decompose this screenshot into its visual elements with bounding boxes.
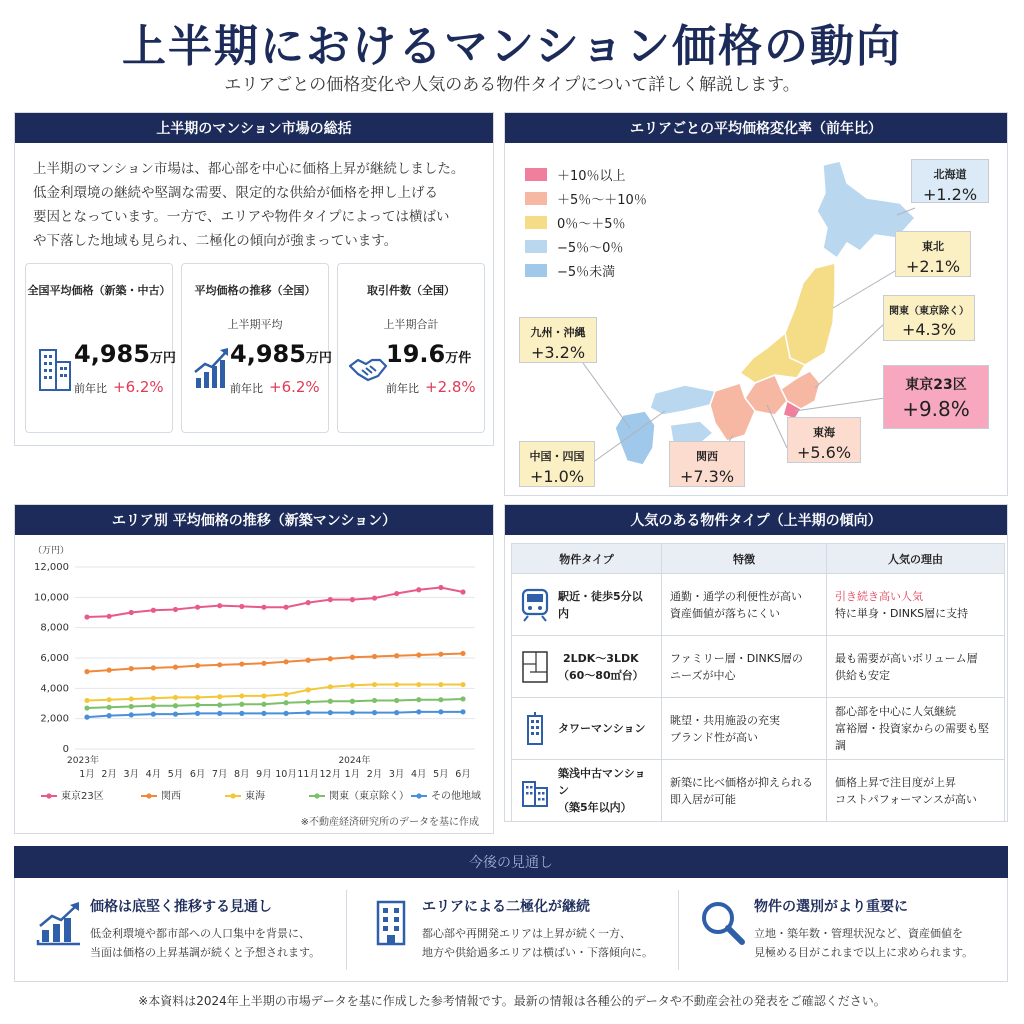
map-region-chugoku: [650, 385, 715, 415]
x-tick-label: 3月: [123, 769, 140, 780]
map-region-tohoku: [785, 263, 835, 365]
data-point: [350, 683, 355, 688]
data-point: [84, 669, 89, 674]
x-tick-label: 9月: [256, 769, 272, 780]
data-point: [239, 702, 244, 707]
data-point: [438, 652, 443, 657]
data-point: [129, 696, 134, 701]
outlook-item-price: 価格は底堅く推移する見通し 低金利環境や都市部への人口集中を背景に、 当面は価格の上昇基調が続くと予想されます。: [20, 886, 350, 982]
outlook-heading-bar: [14, 846, 1008, 878]
table-row: 築浅中古マンション （築5年以内） 新築に比べ価格が抑えられる 即入居が可能 価格上昇で注目度が上昇 コストパフォーマンスが高い: [512, 760, 1005, 822]
data-point: [372, 698, 377, 703]
kpi-value: 4,985万円: [230, 340, 332, 368]
x-tick-label: 1月: [344, 769, 361, 780]
data-point: [151, 703, 156, 708]
data-point: [173, 695, 178, 700]
summary-heading: 上半期のマンション市場の総括: [15, 113, 493, 143]
data-point: [151, 712, 156, 717]
data-point: [84, 698, 89, 703]
data-point: [416, 697, 421, 702]
kpi-card-average-price: [25, 263, 176, 433]
data-point: [129, 610, 134, 615]
trend-panel: [14, 504, 494, 834]
data-point: [261, 661, 266, 666]
outlook-heading: 今後の見通し: [469, 855, 553, 871]
summary-text: [33, 157, 483, 253]
legend-label: 東海: [245, 791, 265, 802]
kpi-label: 平均価格の推移（全国）: [194, 284, 316, 297]
data-point: [84, 614, 89, 619]
year-label: 2023年: [67, 756, 99, 766]
data-point: [151, 665, 156, 670]
tower-icon: [520, 712, 550, 746]
data-point: [328, 710, 333, 715]
map-region-kansai: [710, 383, 755, 441]
callout-kansai: 関西 +7.3%: [669, 441, 745, 487]
data-point: [195, 605, 200, 610]
data-point: [107, 713, 112, 718]
trend-heading: エリア別 平均価格の推移（新築マンション）: [15, 505, 493, 535]
x-tick-label: 4月: [410, 769, 427, 780]
outlook-item-polarization: エリアによる二極化が継続 都心部や再開発エリアは上昇が続く一方、 地方や供給過多エリアは横ばい・下落傾向に。: [352, 886, 682, 982]
data-point: [107, 705, 112, 710]
data-point: [306, 699, 311, 704]
kpi-label: 取引件数（全国）: [367, 284, 455, 297]
building-icon: [36, 342, 76, 392]
trend-source-note: ※不動産経済研究所のデータを基に作成: [300, 817, 479, 828]
data-point: [195, 702, 200, 707]
x-tick-label: 5月: [167, 769, 184, 780]
x-tick-label: 6月: [455, 769, 471, 780]
kpi-yoy: 前年比 +6.2%: [230, 378, 320, 396]
data-point: [460, 651, 465, 656]
legend-label: −5％未満: [557, 265, 616, 280]
x-tick-label: 7月: [211, 769, 228, 780]
data-point: [372, 595, 377, 600]
footnote: ※本資料は2024年上半期の市場データを基に作成した参考情報です。最新の情報は各種公的データや不動産会社の発表をご確認ください。: [138, 994, 886, 1008]
data-point: [394, 682, 399, 687]
data-point: [328, 597, 333, 602]
data-point: [173, 665, 178, 670]
data-point: [438, 585, 443, 590]
legend-marker: [416, 793, 421, 798]
x-tick-label: 12月: [319, 769, 342, 780]
outlook-divider: [678, 890, 679, 970]
data-point: [151, 608, 156, 613]
legend-label: 東京23区: [61, 791, 104, 802]
x-tick-label: 1月: [79, 769, 95, 780]
data-point: [328, 699, 333, 704]
data-point: [173, 712, 178, 717]
handshake-icon: [348, 342, 388, 392]
data-point: [416, 652, 421, 657]
building-icon: [366, 898, 416, 948]
y-axis-label: （万円）: [33, 546, 70, 556]
trend-line-chart: [15, 537, 493, 827]
data-point: [107, 697, 112, 702]
property-types-panel: [504, 504, 1008, 822]
series-line: [87, 699, 463, 708]
data-point: [416, 682, 421, 687]
data-point: [195, 711, 200, 716]
series-line: [87, 712, 463, 717]
summary-line: 上半期のマンション市場は、都心部を中心に価格上昇が継続しました。: [33, 161, 465, 177]
data-point: [217, 603, 222, 608]
data-point: [394, 591, 399, 596]
kpi-sublabel: 上半期合計: [383, 318, 439, 331]
callout-tokyo23: 東京23区 +9.8%: [883, 365, 989, 429]
floorplan-icon: [520, 650, 550, 684]
data-point: [195, 695, 200, 700]
data-point: [283, 711, 288, 716]
data-point: [460, 589, 465, 594]
kpi-card-transactions: [337, 263, 485, 433]
data-point: [328, 684, 333, 689]
kpi-value: 19.6万件: [386, 340, 472, 368]
y-tick-label: 6,000: [40, 653, 69, 664]
search-icon: [698, 898, 748, 948]
data-point: [261, 605, 266, 610]
data-point: [460, 696, 465, 701]
x-tick-label: 4月: [145, 769, 162, 780]
data-point: [217, 662, 222, 667]
data-point: [416, 587, 421, 592]
x-tick-label: 8月: [234, 769, 250, 780]
x-tick-label: 5月: [433, 769, 449, 780]
data-point: [283, 692, 288, 697]
y-tick-label: 12,000: [34, 562, 69, 573]
data-point: [283, 700, 288, 705]
train-icon: [520, 588, 550, 622]
data-point: [239, 693, 244, 698]
legend-marker: [230, 793, 235, 798]
data-point: [239, 711, 244, 716]
data-point: [328, 656, 333, 661]
summary-line: 低金利環境の継続や堅調な需要、限定的な供給が価格を押し上げる: [33, 185, 438, 201]
data-point: [394, 653, 399, 658]
x-tick-label: 2月: [366, 769, 383, 780]
kpi-yoy: 前年比 +2.8%: [386, 378, 476, 396]
data-point: [460, 709, 465, 714]
page-title: 上半期におけるマンション価格の動向: [121, 21, 903, 72]
data-point: [350, 710, 355, 715]
apartment-icon: [520, 774, 550, 808]
legend-label: ＋10％以上: [557, 169, 626, 184]
data-point: [239, 604, 244, 609]
data-point: [350, 655, 355, 660]
callout-hokkaido: 北海道 +1.2%: [911, 159, 989, 203]
x-tick-label: 11月: [297, 769, 319, 780]
x-tick-label: 10月: [275, 769, 297, 780]
data-point: [306, 658, 311, 663]
growth-chart-icon: [34, 898, 84, 948]
legend-label: 関東（東京除く）: [329, 791, 409, 802]
data-point: [372, 654, 377, 659]
data-point: [372, 682, 377, 687]
callout-kyushu-okinawa: 九州・沖縄 +3.2%: [519, 317, 597, 363]
data-point: [283, 659, 288, 664]
legend-marker: [46, 793, 51, 798]
series-line: [87, 685, 463, 701]
map-heading: エリアごとの平均価格変化率（前年比）: [505, 113, 1007, 143]
table-header: 物件タイプ: [512, 544, 662, 574]
data-point: [151, 696, 156, 701]
y-tick-label: 2,000: [40, 713, 69, 725]
legend-label: 関西: [161, 791, 181, 802]
legend-marker: [146, 793, 151, 798]
x-tick-label: 6月: [189, 769, 206, 780]
data-point: [217, 711, 222, 716]
property-types-table: [511, 543, 1005, 822]
legend-marker: [314, 793, 319, 798]
data-point: [107, 668, 112, 673]
data-point: [217, 694, 222, 699]
legend-label: ＋5％〜＋10％: [557, 193, 647, 208]
data-point: [438, 682, 443, 687]
data-point: [173, 703, 178, 708]
data-point: [283, 605, 288, 610]
callout-tohoku: 東北 +2.1%: [895, 231, 971, 277]
data-point: [394, 698, 399, 703]
kpi-sublabel: 上半期平均: [227, 318, 283, 331]
growth-chart-icon: [192, 342, 232, 392]
data-point: [84, 715, 89, 720]
data-point: [173, 607, 178, 612]
y-tick-label: 8,000: [40, 622, 69, 634]
map-panel: [504, 112, 1008, 496]
legend-label: 0％〜＋5％: [557, 217, 626, 232]
table-row: タワーマンション 眺望・共用施設の充実 ブランド性が高い 都心部を中心に人気継続 富裕層・投資家からの需要も堅調: [512, 698, 1005, 760]
data-point: [306, 710, 311, 715]
summary-panel: [14, 112, 494, 446]
data-point: [460, 682, 465, 687]
data-point: [350, 597, 355, 602]
data-point: [306, 600, 311, 605]
x-tick-label: 2月: [101, 769, 117, 780]
page-subtitle: エリアごとの価格変化や人気のある物件タイプについて詳しく解説します。: [224, 75, 800, 95]
year-label: 2024年: [338, 756, 371, 766]
data-point: [195, 663, 200, 668]
outlook-divider: [346, 890, 347, 970]
summary-line: 要因となっています。一方で、エリアや物件タイプによっては横ばい: [33, 209, 450, 225]
y-tick-label: 10,000: [34, 592, 69, 604]
summary-line: や下落した地域も見られ、二極化の傾向が強まっています。: [33, 233, 398, 249]
y-tick-label: 4,000: [40, 683, 69, 695]
legend-label: その他地域: [431, 791, 481, 802]
y-tick-label: 0: [62, 744, 69, 755]
table-row: 2LDK〜3LDK （60〜80㎡台） ファミリー層・DINKS層の ニーズが中心 最も需要が高いボリューム層 供給も安定: [512, 636, 1005, 698]
kpi-value: 4,985万円: [74, 340, 176, 368]
data-point: [416, 709, 421, 714]
data-point: [350, 699, 355, 704]
table-header: 人気の理由: [827, 544, 1005, 574]
map-region-kyushu: [615, 411, 655, 465]
table-header: 特徴: [662, 544, 827, 574]
callout-tokai: 東海 +5.6%: [787, 417, 861, 463]
types-heading: 人気のある物件タイプ（上半期の傾向）: [505, 505, 1007, 535]
x-tick-label: 3月: [388, 769, 405, 780]
callout-kanto: 関東（東京除く） +4.3%: [883, 295, 975, 341]
data-point: [217, 702, 222, 707]
data-point: [129, 704, 134, 709]
data-point: [261, 702, 266, 707]
data-point: [129, 666, 134, 671]
data-point: [394, 710, 399, 715]
data-point: [438, 697, 443, 702]
kpi-label: 全国平均価格（新築・中古）: [27, 284, 171, 297]
legend-label: −5％〜0％: [557, 241, 624, 256]
kpi-card-price-trend: [181, 263, 332, 433]
data-point: [372, 710, 377, 715]
data-point: [239, 661, 244, 666]
callout-chugoku-shikoku: 中国・四国 +1.0%: [519, 441, 595, 487]
data-point: [261, 711, 266, 716]
data-point: [129, 712, 134, 717]
kpi-yoy: 前年比 +6.2%: [74, 378, 164, 396]
data-point: [306, 687, 311, 692]
data-point: [261, 693, 266, 698]
series-line: [87, 587, 463, 617]
outlook-item-selection: 物件の選別がより重要に 立地・築年数・管理状況など、資産価値を 見極める目がこれまで以上に求められます。: [684, 886, 1004, 982]
table-row: 駅近・徒歩5分以内 通勤・通学の利便性が高い 資産価値が落ちにくい 引き続き高い人気 特に単身・DINKS層に支持: [512, 574, 1005, 636]
data-point: [438, 709, 443, 714]
series-line: [87, 653, 463, 671]
data-point: [107, 614, 112, 619]
data-point: [84, 705, 89, 710]
